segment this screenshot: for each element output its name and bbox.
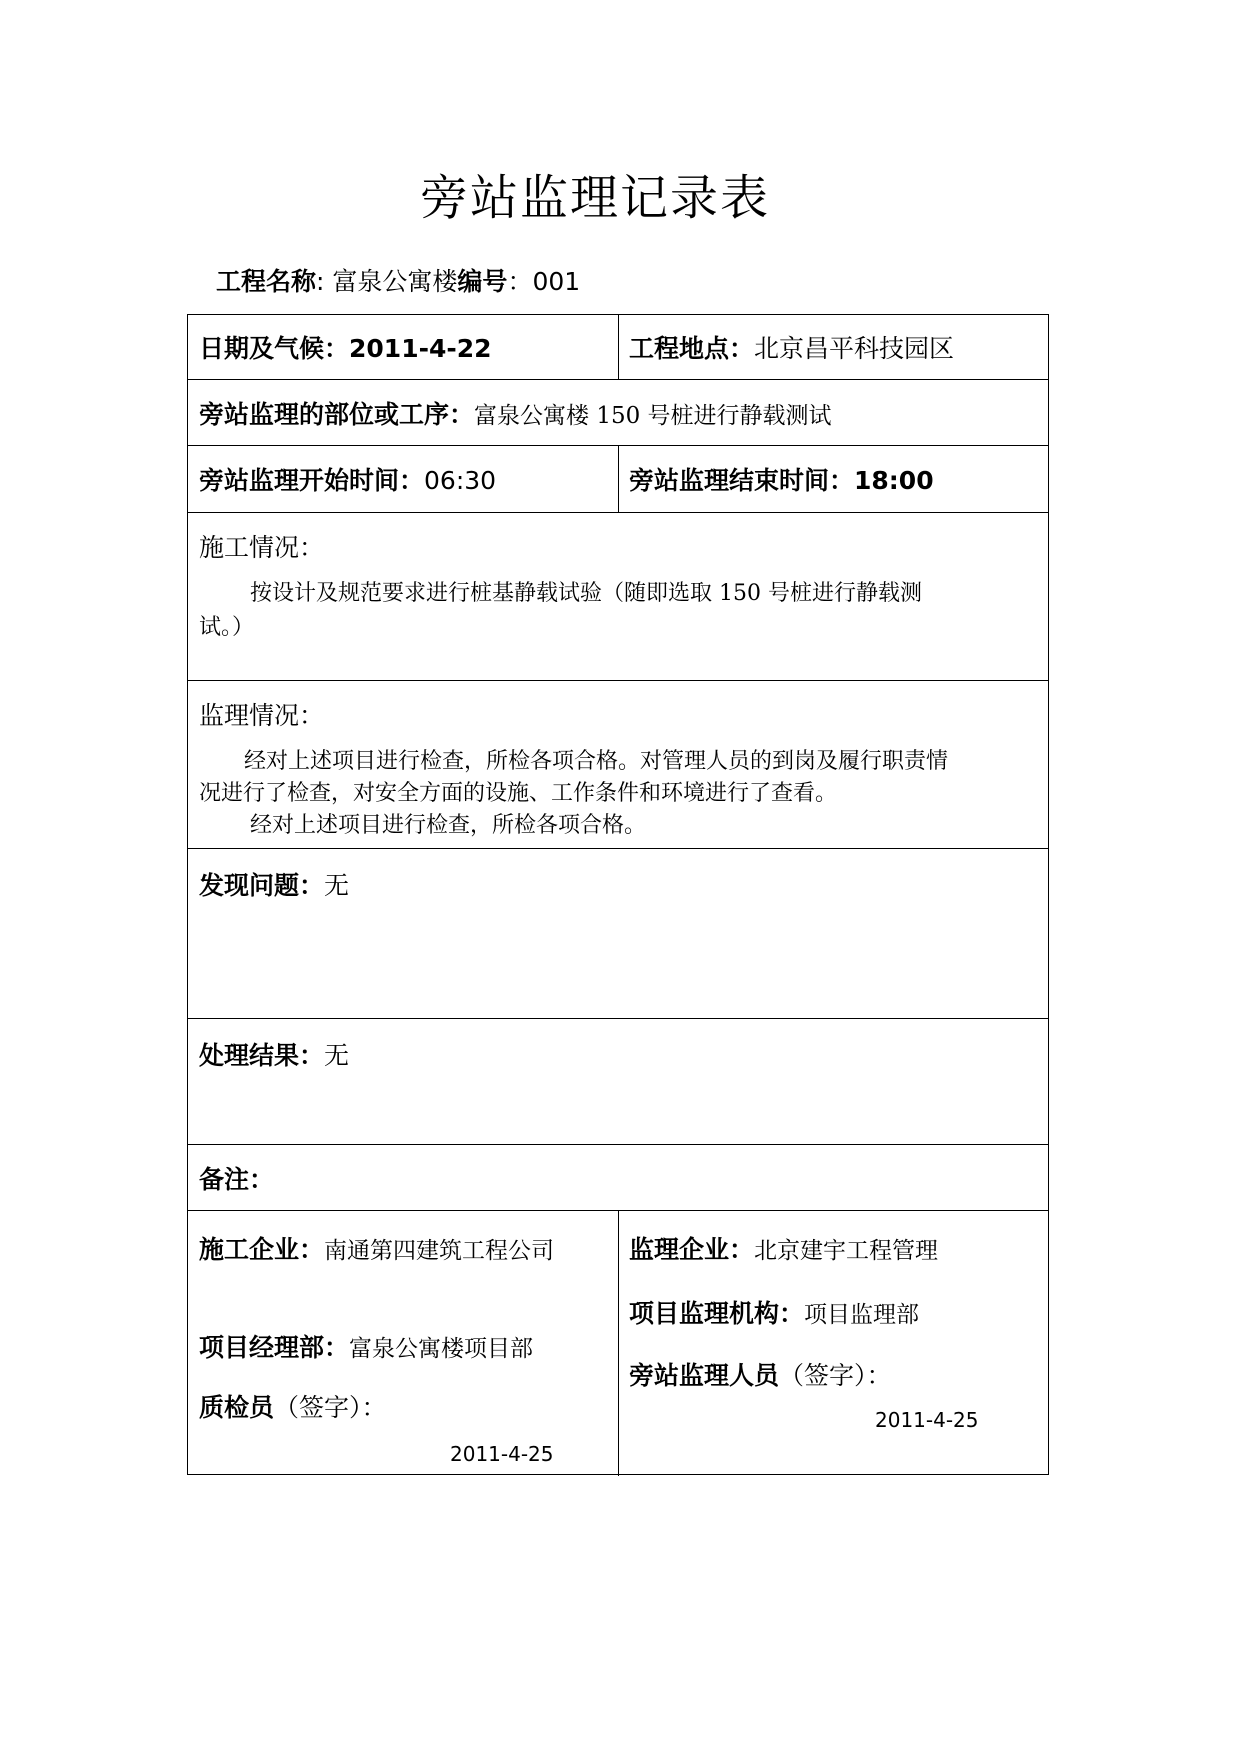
contractor-dept-label: 项目经理部： — [199, 1333, 350, 1362]
supervisor-company-label: 监理企业： — [629, 1235, 755, 1264]
position-label: 旁站监理的部位或工序： — [199, 400, 475, 429]
result-value: 无 — [324, 1041, 350, 1070]
start-time-label: 旁站监理开始时间： — [199, 466, 425, 495]
project-name-value: 富泉公寓楼 — [332, 267, 458, 296]
supervisor-org-label: 项目监理机构： — [629, 1299, 805, 1328]
column-divider — [618, 1210, 619, 1476]
problems-label: 发现问题： — [199, 871, 325, 900]
contractor-company-cell — [199, 1232, 554, 1269]
position-value: 富泉公寓楼 150 号桩进行静载测试 — [474, 403, 832, 429]
result-label: 处理结果： — [199, 1041, 325, 1070]
remarks-label: 备注： — [199, 1165, 275, 1194]
contractor-company-label: 施工企业： — [199, 1235, 325, 1264]
problems-value: 无 — [324, 871, 350, 900]
supervision-line: 经对上述项目进行检查，所检各项合格。 — [250, 813, 647, 838]
location-cell — [629, 331, 954, 367]
column-divider — [618, 315, 619, 379]
end-time-cell — [629, 463, 934, 499]
number-label: 编号 — [457, 267, 508, 296]
number-separator: ： — [507, 267, 533, 296]
inspector-sign: （签字）： — [274, 1393, 387, 1422]
date-weather-label: 日期及气候： — [199, 334, 350, 363]
supervision-label: 监理情况： — [199, 701, 325, 730]
project-name-separator: : — [316, 267, 325, 296]
date-weather-value: 2011-4-22 — [349, 334, 492, 363]
contractor-company-value: 南通第四建筑工程公司 — [324, 1238, 555, 1264]
result-cell — [199, 1038, 349, 1074]
supervisor-company-value: 北京建宇工程管理 — [754, 1238, 939, 1264]
supervisor-person-label: 旁站监理人员 — [629, 1361, 780, 1390]
supervisor-person-cell — [629, 1358, 892, 1394]
row-divider — [188, 379, 1048, 380]
contractor-date: 2011-4-25 — [450, 1442, 554, 1466]
row-divider — [188, 1018, 1048, 1019]
construction-label: 施工情况： — [199, 533, 325, 562]
row-divider — [188, 512, 1048, 513]
date-weather-cell — [199, 331, 492, 367]
start-time-value: 06:30 — [424, 466, 497, 495]
supervisor-company-cell — [629, 1232, 938, 1269]
supervision-line: 经对上述项目进行检查，所检各项合格。对管理人员的到岗及履行职责情 — [244, 749, 949, 774]
problems-cell — [199, 868, 349, 904]
page-title: 旁站监理记录表 — [419, 170, 770, 226]
end-time-label: 旁站监理结束时间： — [629, 466, 855, 495]
construction-line: 试。） — [199, 615, 255, 640]
supervisor-person-sign: （签字）： — [779, 1361, 892, 1390]
supervisor-date: 2011-4-25 — [875, 1408, 979, 1432]
supervision-line: 况进行了检查，对安全方面的设施、工作条件和环境进行了查看。 — [199, 781, 838, 806]
location-label: 工程地点： — [629, 334, 755, 363]
header-line — [216, 264, 580, 300]
end-time-value: 18:00 — [854, 466, 934, 495]
inspector-label: 质检员 — [199, 1393, 275, 1422]
number-value: 001 — [532, 267, 581, 296]
column-divider — [618, 445, 619, 512]
contractor-dept-value: 富泉公寓楼项目部 — [349, 1336, 534, 1362]
row-divider — [188, 680, 1048, 681]
construction-line: 按设计及规范要求进行桩基静载试验（随即选取 150 号桩进行静载测 — [250, 581, 922, 606]
supervisor-org-cell — [629, 1296, 919, 1333]
record-form — [187, 314, 1049, 1475]
row-divider — [188, 1144, 1048, 1145]
supervisor-org-value: 项目监理部 — [804, 1302, 920, 1328]
position-cell — [199, 397, 832, 434]
contractor-dept-cell — [199, 1330, 533, 1367]
inspector-cell — [199, 1390, 387, 1426]
row-divider — [188, 848, 1048, 849]
start-time-cell — [199, 463, 496, 499]
location-value: 北京昌平科技园区 — [754, 334, 955, 363]
project-name-label: 工程名称 — [216, 267, 317, 296]
